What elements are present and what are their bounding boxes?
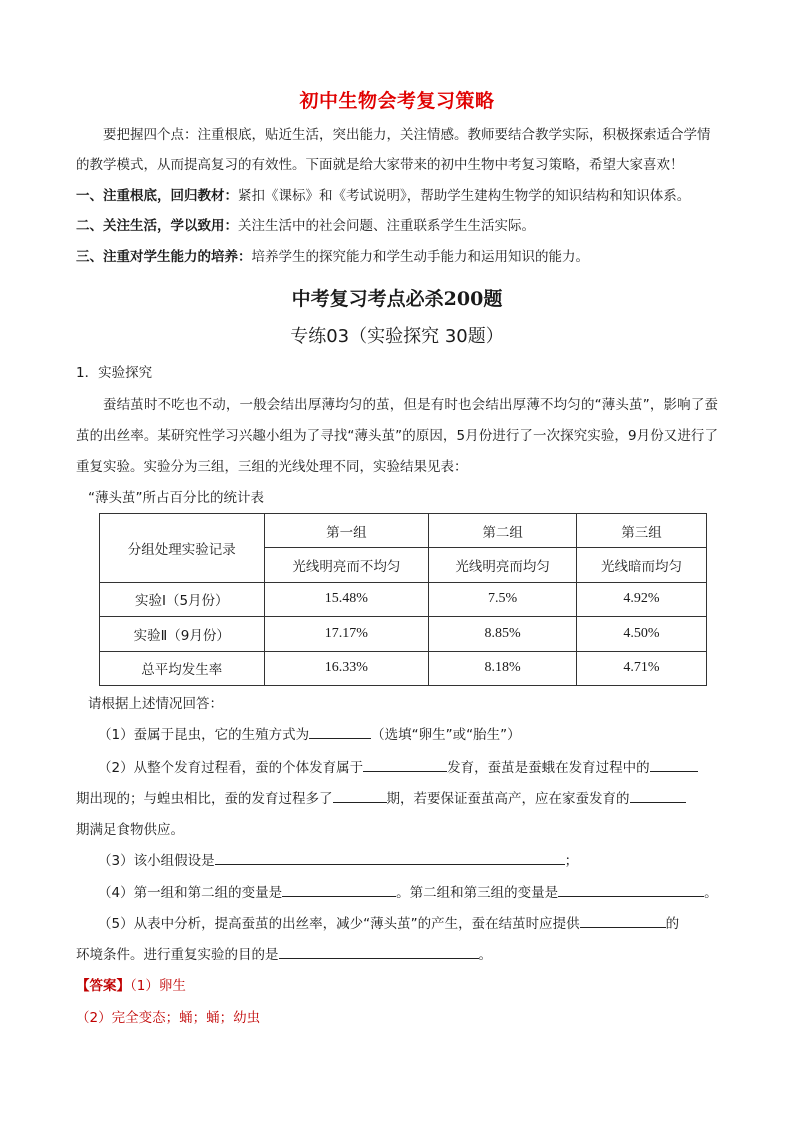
question-2-line-1 [98, 753, 738, 783]
q2-text-c: 期出现的；与蝗虫相比，蚕的发育过程多了 [76, 791, 333, 807]
q1-text-a: （1）蚕属于昆虫，它的生殖方式为 [98, 727, 310, 743]
point-3 [76, 242, 736, 272]
answer-blank[interactable] [309, 724, 371, 739]
page-title: 初中生物会考复习策略 [299, 90, 495, 112]
row-label: 总平均发生率 [100, 651, 265, 685]
answer-1: （1）卵生 [130, 978, 186, 994]
table-row [100, 582, 707, 616]
question-4 [98, 878, 738, 908]
point-2 [76, 211, 736, 241]
q1-text-b: （选填“卵生”或“胎生”） [371, 727, 521, 743]
q2-text-b: 发育，蚕茧是蚕蛾在发育过程中的 [447, 760, 650, 776]
intro-paragraph: 要把握四个点：注重根底，贴近生活，突出能力，关注情感。教师要结合教学实际，积极探索适合学情的教学模式，从而提高复习的有效性。下面就是给大家带来的初中生物中考复习策略，希望大家喜欢！ [76, 127, 711, 173]
q2-text-e: 期满足食物供应。 [76, 822, 184, 838]
q5-text-a: （5）从表中分析，提高蚕茧的出丝率，减少“薄头茧”的产生，蚕在结茧时应提供 [98, 916, 580, 932]
q3-text-b: ； [564, 853, 579, 869]
point-1 [76, 181, 736, 211]
q4-text-a: （4）第一组和第二组的变量是 [98, 885, 283, 901]
table-cell: 7.5% [429, 582, 577, 616]
question-5-line-1 [98, 909, 738, 939]
table-cell: 8.18% [429, 651, 577, 685]
condition-2: 光线明亮而均匀 [429, 548, 577, 582]
answer-blank[interactable] [333, 788, 387, 803]
q3-text-a: （3）该小组假设是 [98, 853, 215, 869]
table-cell: 4.92% [577, 582, 707, 616]
answer-tag: 【答案】 [76, 978, 130, 994]
table-corner-cell: 分组处理实验记录 [100, 514, 265, 583]
question-number: 1．实验探究 [76, 365, 153, 381]
table-cell: 15.48% [264, 582, 429, 616]
q2-text-d: 期，若要保证蚕茧高产，应在家蚕发育的 [386, 791, 630, 807]
point-1-head: 一、注重根底，回归教材： [76, 188, 238, 204]
group-header-3: 第三组 [577, 514, 707, 548]
condition-1: 光线明亮而不均匀 [264, 548, 429, 582]
answer-blank[interactable] [279, 944, 479, 959]
q4-text-b: 。第二组和第三组的变量是 [396, 885, 559, 901]
answer-2: （2）完全变态；蛹；蛹；幼虫 [76, 1010, 261, 1026]
answer-blank[interactable] [282, 882, 396, 897]
table-row [100, 617, 707, 651]
point-2-body: 关注生活中的社会问题、注重联系学生生活实际。 [238, 218, 535, 234]
section-subtitle: 专练03（实验探究 30题） [290, 326, 504, 347]
answer-blank[interactable] [650, 757, 698, 772]
group-header-1: 第一组 [264, 514, 429, 548]
question-paragraph: 蚕结茧时不吃也不动，一般会结出厚薄均匀的茧，但是有时也会结出厚薄不均匀的“薄头茧”，影响了蚕茧的出丝率。某研究性学习兴趣小组为了寻找“薄头茧”的原因，5月份进行了一次探究实验，9月份又进行了重复实验。实验分为三组，三组的光线处理不同，实验结果见表： [76, 397, 718, 475]
q5-text-d: 。 [478, 947, 492, 963]
question-2-line-3 [76, 815, 716, 845]
answer-blank[interactable] [558, 882, 704, 897]
results-table [99, 513, 707, 686]
row-label: 实验Ⅱ（9月份） [100, 617, 265, 651]
answer-blank[interactable] [580, 913, 666, 928]
q2-text-a: （2）从整个发育过程看，蚕的个体发育属于 [98, 760, 364, 776]
question-1 [98, 720, 738, 750]
answer-blank[interactable] [363, 757, 447, 772]
condition-3: 光线暗而均匀 [577, 548, 707, 582]
question-5-line-2 [76, 940, 716, 970]
row-label: 实验Ⅰ（5月份） [100, 582, 265, 616]
table-caption: “薄头茧”所占百分比的统计表 [88, 490, 264, 506]
table-row [100, 651, 707, 685]
answer-line-1 [76, 971, 716, 1001]
table-header-row [100, 514, 707, 548]
question-2-line-2 [76, 784, 716, 814]
question-3 [98, 846, 738, 876]
answer-blank[interactable] [630, 788, 686, 803]
section-title: 中考复习考点必杀200题 [291, 288, 503, 310]
q5-text-c: 环境条件。进行重复实验的目的是 [76, 947, 279, 963]
table-cell: 4.50% [577, 617, 707, 651]
q5-text-b: 的 [665, 916, 680, 932]
point-3-head: 三、注重对学生能力的培养： [76, 249, 252, 265]
point-3-body: 培养学生的探究能力和学生动手能力和运用知识的能力。 [251, 249, 589, 265]
point-2-head: 二、关注生活，学以致用： [76, 218, 238, 234]
table-cell: 17.17% [264, 617, 429, 651]
prompt-lead: 请根据上述情况回答： [88, 696, 223, 712]
table-cell: 16.33% [264, 651, 429, 685]
answer-blank[interactable] [215, 850, 565, 865]
q4-text-c: 。 [704, 885, 718, 901]
table-cell: 8.85% [429, 617, 577, 651]
point-1-body: 紧扣《课标》和《考试说明》，帮助学生建构生物学的知识结构和知识体系。 [238, 188, 691, 204]
group-header-2: 第二组 [429, 514, 577, 548]
answer-line-2 [76, 1003, 716, 1033]
table-cell: 4.71% [577, 651, 707, 685]
